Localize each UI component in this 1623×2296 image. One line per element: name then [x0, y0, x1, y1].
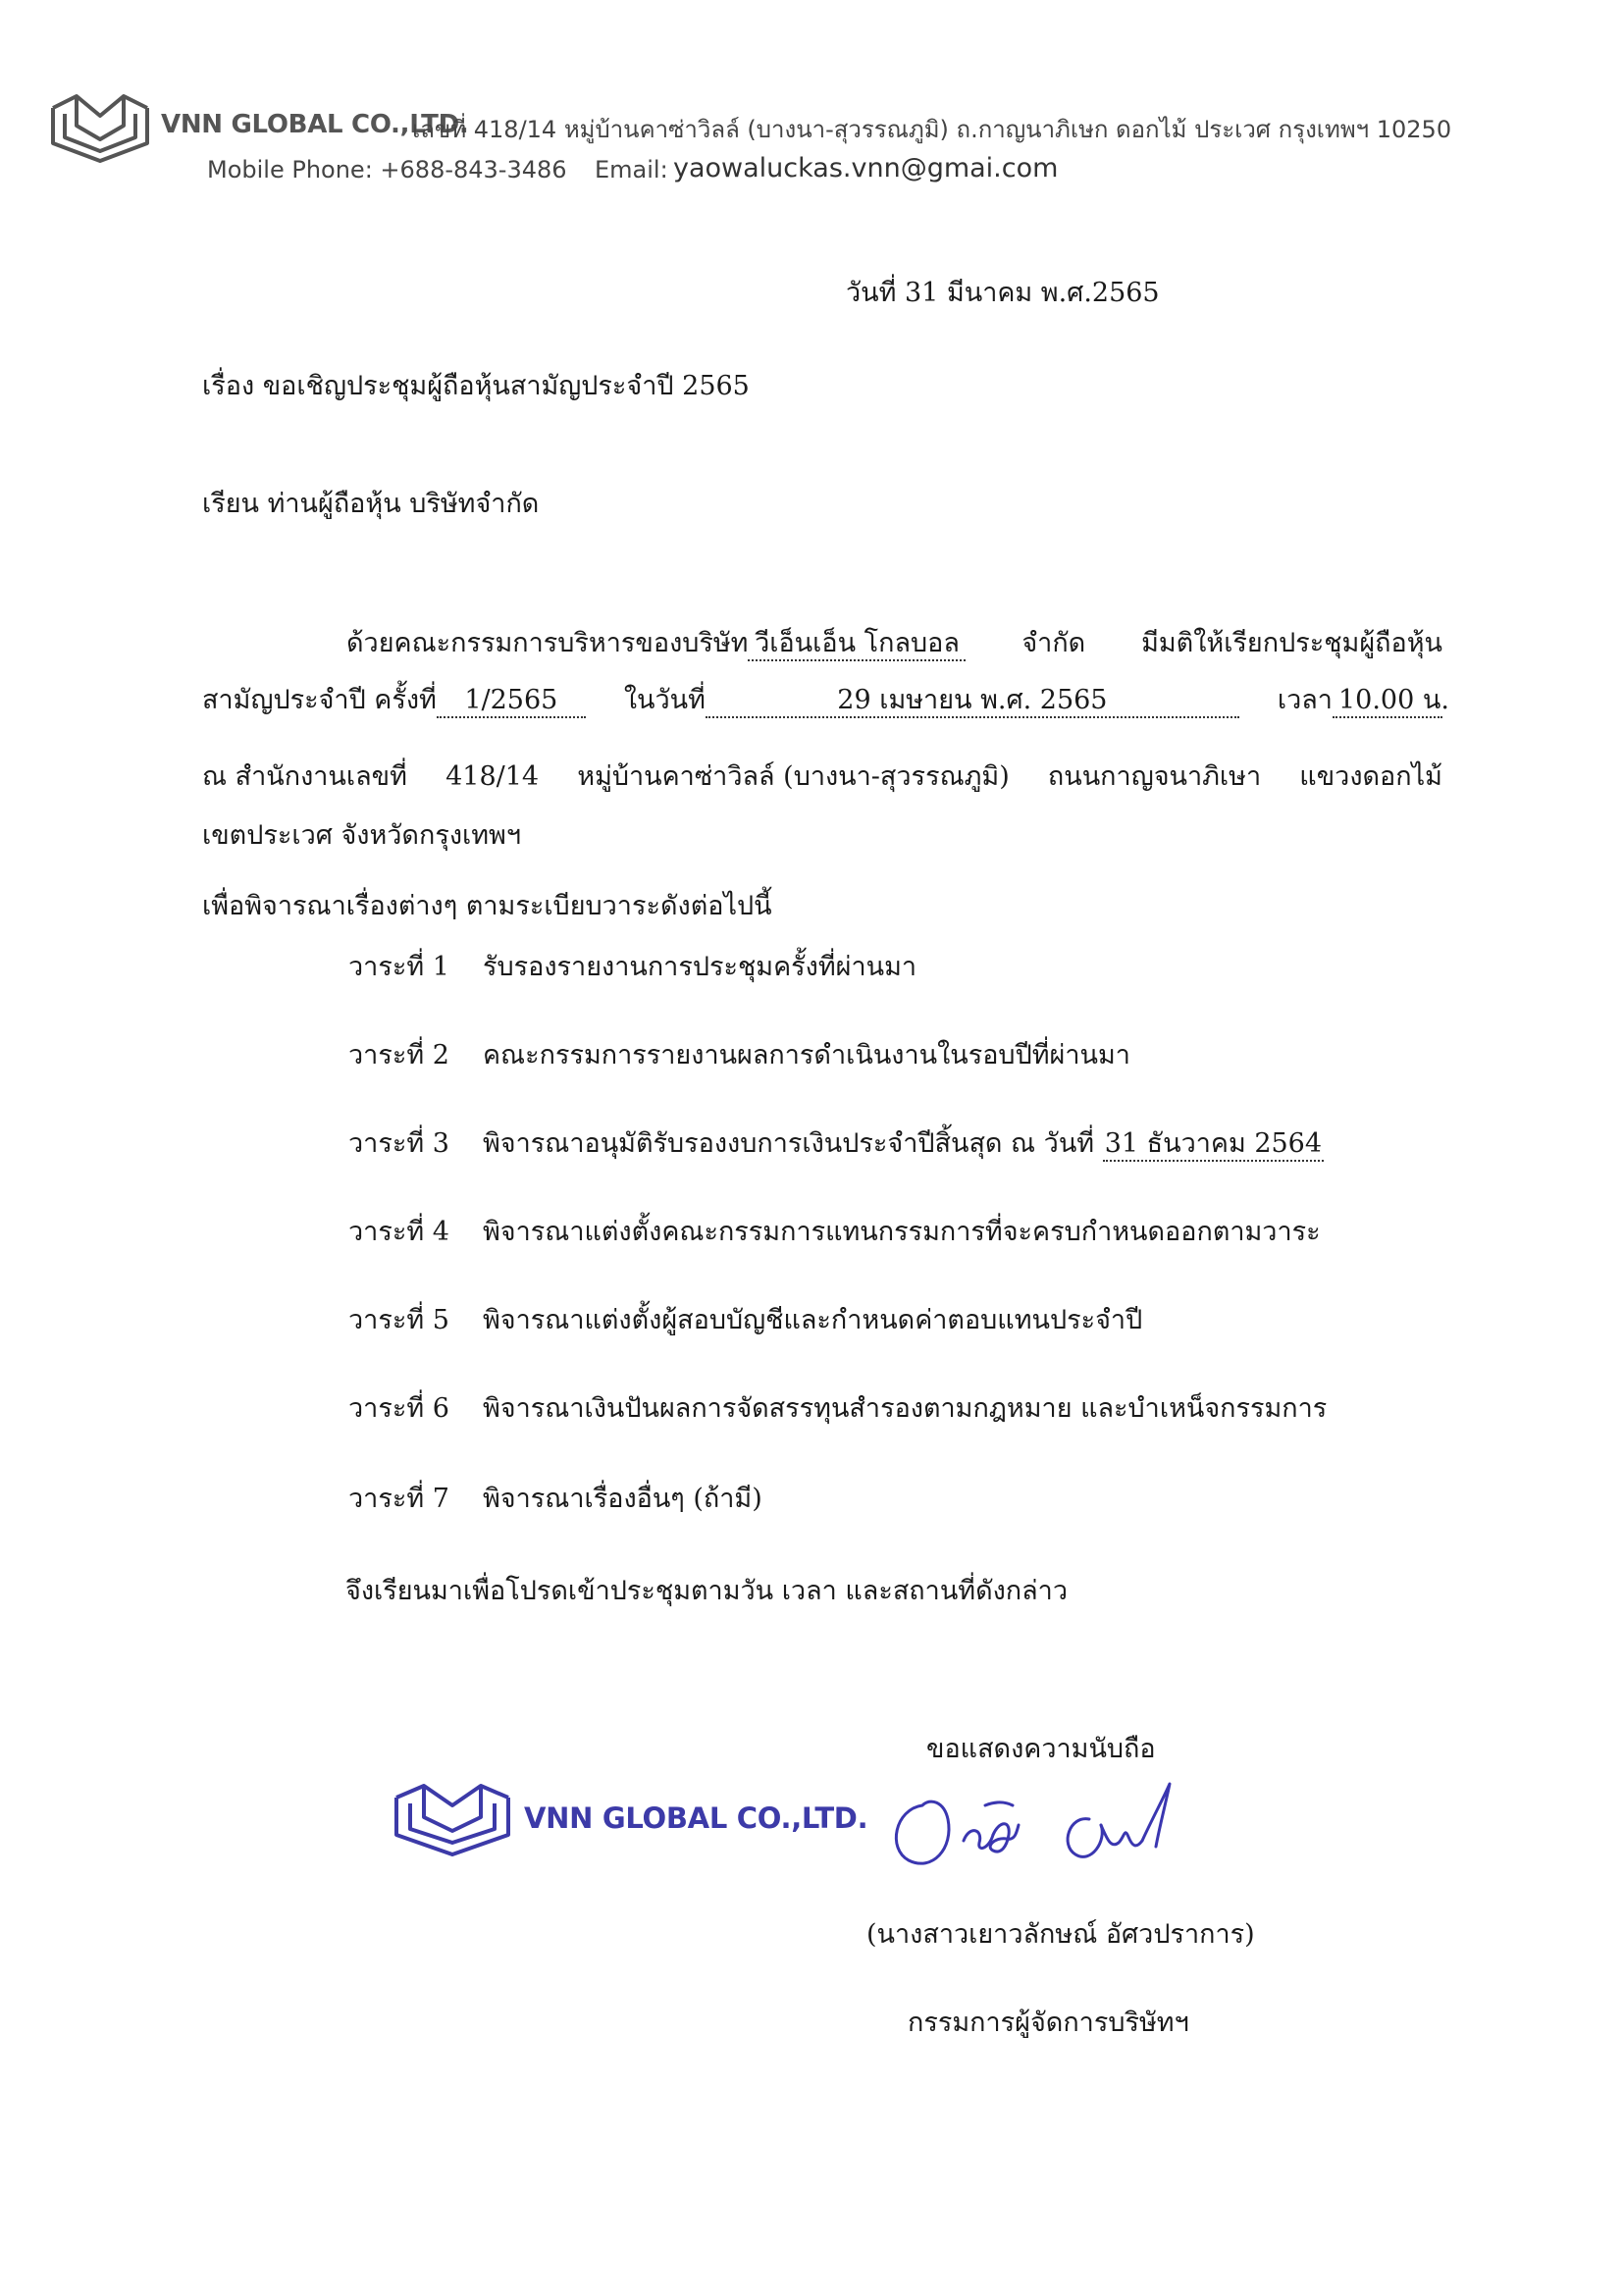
agenda-text-5: พิจารณาแต่งตั้งผู้สอบบัญชีและกำหนดค่าตอบแทนประจำปี [483, 1305, 1143, 1335]
company-logo-icon [49, 86, 151, 165]
agenda-label-5: วาระที่ 5 [348, 1305, 449, 1335]
header-address: เลขที่ 418/14 หมู่บ้านคาซ่าวิลล์ (บางนา-สุวรรณภูมิ) ถ.กาญนาภิเษก ดอกไม้ ประเวศ กรุงเทพฯ 10250 [412, 116, 1452, 143]
paragraph-line-2 [202, 685, 1449, 718]
header-phone: Mobile Phone: +688-843-3486 [207, 156, 567, 183]
letter-closing: จึงเรียนมาเพื่อโปรดเข้าประชุมตามวัน เวลา และสถานที่ดังกล่าว [345, 1576, 1069, 1606]
paragraph-village: หมู่บ้านคาซ่าวิลล์ (บางนา-สุวรรณภูมิ) [577, 761, 1010, 792]
header-email-value: yaowaluckas.vnn@gmai.com [673, 153, 1059, 183]
agenda-text-4: พิจารณาแต่งตั้งคณะกรรมการแทนกรรมการที่จะครบกำหนดออกตามวาระ [483, 1217, 1321, 1247]
paragraph-company-intro: ด้วยคณะกรรมการบริหารของบริษัท [346, 628, 749, 658]
meeting-time-fill: 10.00 น. [1333, 685, 1442, 718]
stamp-logo-icon [393, 1778, 512, 1856]
agenda-label-2: วาระที่ 2 [348, 1040, 449, 1070]
signer-name: (นางสาวเยาวลักษณ์ อัศวปราการ) [866, 1919, 1255, 1950]
agenda-label-4: วาระที่ 4 [348, 1217, 449, 1247]
agenda-label-6: วาระที่ 6 [348, 1393, 449, 1424]
handwritten-signature [883, 1776, 1217, 1884]
paragraph-date-label: ในวันที่ [623, 685, 706, 715]
agenda-text-6: พิจารณาเงินปันผลการจัดสรรทุนสำรองตามกฎหมาย และบำเหน็จกรรมการ [483, 1393, 1328, 1424]
letter-date: วันที่ 31 มีนาคม พ.ศ.2565 [846, 278, 1160, 308]
paragraph-time-label: เวลา [1277, 685, 1333, 715]
paragraph-resolution: มีมติให้เรียกประชุมผู้ถือหุ้น [1141, 628, 1442, 658]
paragraph-road: ถนนกาญจนาภิเษา [1047, 761, 1262, 792]
agenda-text-7: พิจารณาเรื่องอื่นๆ (ถ้ามี) [483, 1484, 762, 1514]
paragraph-office-number: 418/14 [445, 761, 540, 792]
agenda-text-3 [483, 1128, 1324, 1162]
agenda-text-3-date: 31 ธันวาคม 2564 [1103, 1128, 1324, 1162]
agenda-text-1: รับรองรายงานการประชุมครั้งที่ผ่านมา [483, 952, 917, 982]
stamp-company-name: VNN GLOBAL CO.,LTD. [524, 1801, 868, 1835]
paragraph-subdistrict: แขวงดอกไม้ [1299, 761, 1442, 792]
letter-subject: เรื่อง ขอเชิญประชุมผู้ถือหุ้นสามัญประจำปี 2565 [202, 371, 750, 401]
paragraph-company-suffix: จำกัด [1021, 628, 1086, 658]
letter-salutation: เรียน ท่านผู้ถือหุ้น บริษัทจำกัด [202, 489, 540, 519]
header-email-label: Email: [595, 156, 668, 183]
company-name-fill: วีเอ็นเอ็น โกลบอล [748, 628, 966, 661]
paragraph-line-3 [202, 761, 1442, 793]
header-company-name: VNN GLOBAL CO.,LTD. [161, 110, 469, 139]
meeting-date-fill: 29 เมษายน พ.ศ. 2565 [706, 685, 1239, 718]
paragraph-line-1 [346, 628, 1442, 661]
signer-title: กรรมการผู้จัดการบริษัทฯ [908, 2008, 1189, 2038]
paragraph-meeting-label: สามัญประจำปี ครั้งที่ [202, 685, 437, 715]
paragraph-line-4: เขตประเวศ จังหวัดกรุงเทพฯ [202, 820, 521, 851]
agenda-label-1: วาระที่ 1 [348, 952, 449, 982]
meeting-number-fill: 1/2565 [437, 685, 586, 718]
agenda-label-3: วาระที่ 3 [348, 1128, 449, 1159]
agenda-label-7: วาระที่ 7 [348, 1484, 449, 1514]
paragraph-office-label: ณ สำนักงานเลขที่ [202, 761, 407, 792]
agenda-text-2: คณะกรรมการรายงานผลการดำเนินงานในรอบปีที่ผ่านมา [483, 1040, 1130, 1070]
paragraph-text [346, 628, 966, 661]
letter-regards: ขอแสดงความนับถือ [926, 1734, 1156, 1764]
agenda-text-3-main: พิจารณาอนุมัติรับรองงบการเงินประจำปีสิ้นสุด ณ วันที่ [483, 1128, 1095, 1159]
paragraph-line-5: เพื่อพิจารณาเรื่องต่างๆ ตามระเบียบวาระดังต่อไปนี้ [202, 891, 772, 921]
